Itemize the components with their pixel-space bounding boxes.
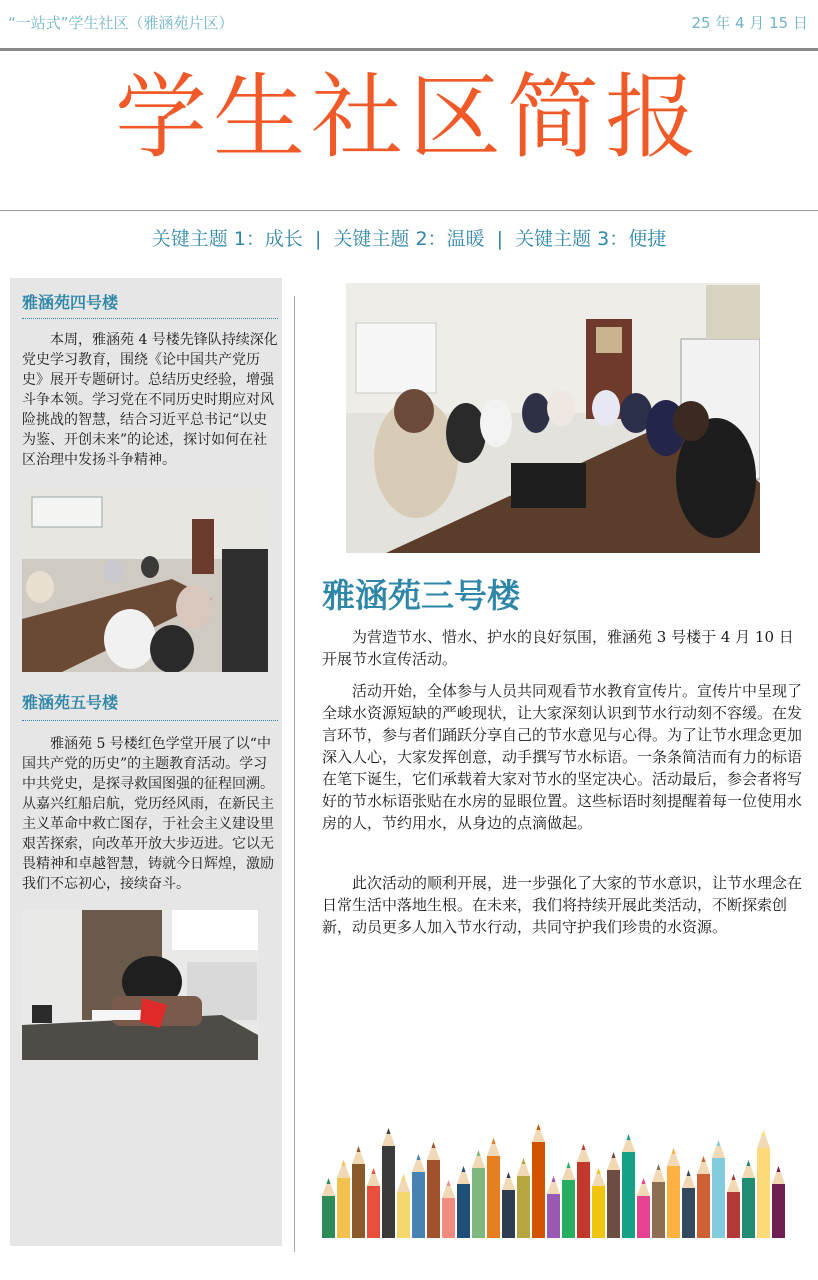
pencil-lead — [762, 1130, 766, 1136]
pencil-body — [337, 1178, 350, 1238]
pencil-lead — [642, 1178, 646, 1184]
photo-building-3-meeting — [346, 283, 760, 553]
pencil-lead — [417, 1154, 421, 1160]
pencil-body — [637, 1196, 650, 1238]
pencil-lead — [612, 1152, 616, 1158]
section-body-building-4: 本周，雅涵苑 4 号楼先锋队持续深化党史学习教育，围绕《论中国共产党历史》展开专题研讨。总结历史经验，增强斗争本领。学习党在不同历史时期应对风险挑战的智慧，结合习近平总书记“以史为鉴、开创未来”的论述，探讨如何在社区治理中发扬斗争精神。 — [22, 332, 278, 468]
pencil-body — [457, 1184, 470, 1238]
photo-building-4-meeting — [22, 489, 268, 672]
header-org-label: “一站式”学生社区（雅涵苑片区） — [8, 14, 234, 32]
masthead-title: 学生社区简报 — [114, 64, 703, 171]
pencil-lead — [402, 1174, 406, 1180]
pencil-body — [697, 1174, 710, 1238]
pencil-body — [562, 1180, 575, 1238]
section-body-building-5: 雅涵苑 5 号楼红色学堂开展了以“中国共产党的历史”的主题教育活动。学习中共党史，是探寻救国图强的征程回溯。从嘉兴红船启航，党历经风雨，在新民主主义革命中救亡图存，于社会主义建设里艰苦探索，向改革开放大步迈进。它以无畏精神和卓越智慧，铸就今日辉煌，激励我们不忘初心，接续奋斗。 — [22, 736, 274, 892]
pencil-body — [322, 1196, 335, 1238]
main-paragraph-2: 活动开始，全体参与人员共同观看节水教育宣传片。宣传片中呈现了全球水资源短缺的严峻现状，让大家深刻认识到节水行动刻不容缓。在发言环节，参与者们踊跃分享自己的节水意见与心得。为了让节水理念更加深入人心，大家发挥创意，动手撰写节水标语。一条条简洁而有力的标语在笔下诞生，它们承载着大家对节水的坚定决心。活动最后，参会者将写好的节水标语张贴在水房的显眼位置。这些标语时刻提醒着每一位使用水房的人，节约用水，从身边的点滴做起。 — [322, 682, 803, 832]
pencil-lead — [522, 1158, 526, 1164]
main-section-title: 雅涵苑三号楼 — [322, 576, 520, 615]
top-bar — [0, 0, 818, 48]
key-themes — [0, 224, 818, 251]
pencil-body — [727, 1192, 740, 1238]
pencil-body — [352, 1164, 365, 1238]
pencil-lead — [657, 1164, 661, 1170]
pencil-lead — [477, 1150, 481, 1156]
pencil-lead — [537, 1124, 541, 1130]
pencil-body — [667, 1166, 680, 1238]
section-divider — [22, 720, 278, 721]
masthead-divider — [0, 210, 818, 211]
pencil-body — [442, 1198, 455, 1238]
pencil-lead — [492, 1138, 496, 1144]
theme-3: 关键主题 3：便捷 — [515, 228, 667, 250]
pencil-body — [367, 1186, 380, 1238]
column-divider — [294, 296, 295, 1252]
pencil-body — [577, 1162, 590, 1238]
pencil-body — [412, 1172, 425, 1238]
pencil-lead — [432, 1142, 436, 1148]
pencil-body — [772, 1184, 785, 1238]
pencil-body — [742, 1178, 755, 1238]
pencil-lead — [717, 1140, 721, 1146]
pencil-lead — [582, 1144, 586, 1150]
pencil-body — [712, 1158, 725, 1238]
pencil-lead — [327, 1178, 331, 1184]
pencil-lead — [567, 1162, 571, 1168]
header-date: 25 年 4 月 15 日 — [691, 14, 808, 32]
theme-separator: | — [314, 228, 322, 250]
pencil-body — [652, 1182, 665, 1238]
pencil-lead — [342, 1160, 346, 1166]
pencil-lead — [687, 1170, 691, 1176]
pencil-lead — [387, 1128, 391, 1134]
section-divider — [22, 318, 278, 319]
pencil-body — [502, 1190, 515, 1238]
pencil-lead — [507, 1172, 511, 1178]
pencil-body — [472, 1168, 485, 1238]
pencil-lead — [552, 1176, 556, 1182]
top-divider — [0, 48, 818, 51]
pencil-lead — [357, 1146, 361, 1152]
pencil-lead — [462, 1166, 466, 1172]
section-title-building-5: 雅涵苑五号楼 — [22, 693, 119, 712]
main-paragraph-1: 为营造节水、惜水、护水的良好氛围，雅涵苑 3 号楼于 4 月 10 日开展节水宣传活动。 — [322, 628, 794, 668]
pencil-body — [517, 1176, 530, 1238]
pencil-body — [397, 1192, 410, 1238]
pencil-lead — [747, 1160, 751, 1166]
pencil-lead — [732, 1174, 736, 1180]
pencil-body — [592, 1186, 605, 1238]
pencil-body — [547, 1194, 560, 1238]
pencil-body — [427, 1160, 440, 1238]
pencil-body — [622, 1152, 635, 1238]
pencil-lead — [372, 1168, 376, 1174]
theme-1: 关键主题 1：成长 — [151, 228, 303, 250]
pencil-body — [607, 1170, 620, 1238]
pencil-lead — [447, 1180, 451, 1186]
pencil-body — [532, 1142, 545, 1238]
photo-building-5-study — [22, 910, 258, 1060]
pencil-body — [682, 1188, 695, 1238]
pencil-body — [757, 1148, 770, 1238]
theme-separator: | — [496, 228, 504, 250]
theme-2: 关键主题 2：温暖 — [333, 228, 485, 250]
section-title-building-4: 雅涵苑四号楼 — [22, 293, 119, 312]
sidebar — [10, 278, 282, 1246]
pencil-lead — [597, 1168, 601, 1174]
main-paragraph-3: 此次活动的顺利开展，进一步强化了大家的节水意识，让节水理念在日常生活中落地生根。在未来，我们将持续开展此类活动，不断探索创新，动员更多人加入节水行动，共同守护我们珍贵的水资源。 — [322, 874, 803, 936]
pencil-lead — [672, 1148, 676, 1154]
pencil-lead — [627, 1134, 631, 1140]
pencil-body — [382, 1146, 395, 1238]
pencil-body — [487, 1156, 500, 1238]
pencil-lead — [777, 1166, 781, 1172]
pencil-lead — [702, 1156, 706, 1162]
colored-pencils-decoration — [320, 1114, 810, 1238]
